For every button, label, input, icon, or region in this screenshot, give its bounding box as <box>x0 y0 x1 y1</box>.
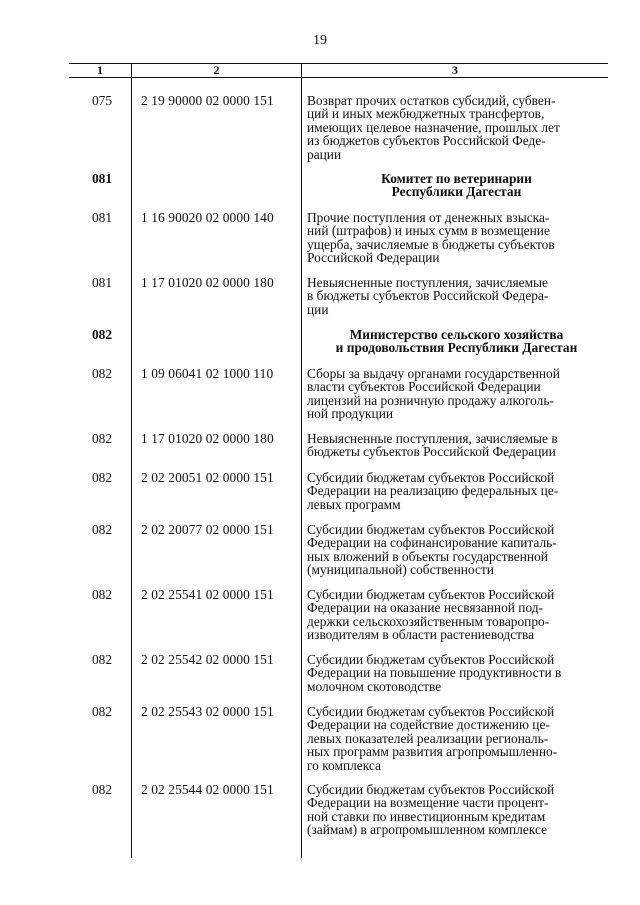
admin-code: 081 <box>91 210 113 225</box>
table-row <box>69 432 608 459</box>
classification-code: 1 17 01020 02 0000 180 <box>141 275 274 290</box>
admin-code: 082 <box>91 587 113 602</box>
classification-code <box>131 328 301 355</box>
classification-code: 2 19 90000 02 0000 151 <box>141 93 274 108</box>
admin-code: 081 <box>91 275 113 290</box>
table-row <box>69 588 608 642</box>
row-description: Субсидии бюджетам субъектов Российской Федерации на возмещение части процент- ной ставки по инвестиционным кредитам (займам) в агропромышленном комплексе <box>307 782 555 838</box>
row-description: Субсидии бюджетам субъектов Российской Федерации на содействие достижению це- левых показателей реализации региональ- ных программ развития агропромышленно- го комплекса <box>307 704 558 773</box>
row-description: Невыясненные поступления, зачисляемые в бюджеты субъектов Российской Федерации <box>307 431 558 460</box>
table-row <box>69 471 608 511</box>
row-description: Прочие поступления от денежных взыска- ний (штрафов) и иных сумм в возмещение ущерба, зачисляемые в бюджеты субъектов Российской Федерации <box>307 210 555 266</box>
admin-code: 082 <box>91 366 113 381</box>
row-description: Субсидии бюджетам субъектов Российской Федерации на софинансирование капиталь- ных вложений в объекты государственной (муниципальной) собственности <box>307 522 557 578</box>
table-row <box>69 653 608 693</box>
classification-code: 1 09 06041 02 1000 110 <box>141 366 274 381</box>
classification-code: 2 02 25542 02 0000 151 <box>141 652 274 667</box>
row-description: Субсидии бюджетам субъектов Российской Федерации на оказание несвязанной под- держки сельскохозяйственным товаропро- изводителям в области растениеводства <box>307 587 555 643</box>
table-row <box>69 367 608 421</box>
admin-code: 081 <box>91 171 113 186</box>
budget-code-table <box>69 63 608 858</box>
classification-code: 1 17 01020 02 0000 180 <box>141 431 274 446</box>
row-description: Сборы за выдачу органами государственной власти субъектов Российской Федерации лицензий на розничную продажу алкоголь- ной продукции <box>307 366 560 422</box>
table-row <box>69 94 608 161</box>
table-row <box>69 705 608 772</box>
admin-code: 082 <box>91 704 113 719</box>
table-row <box>69 276 608 316</box>
row-description: Субсидии бюджетам субъектов Российской Федерации на реализацию федеральных це- левых программ <box>307 470 559 512</box>
table-row <box>69 783 608 837</box>
classification-code: 1 16 90020 02 0000 140 <box>141 210 274 225</box>
row-description: Невыясненные поступления, зачисляемые в бюджеты субъектов Российской Федера- ции <box>307 275 549 317</box>
section-heading-row <box>69 328 608 355</box>
page-number: 19 <box>313 33 327 48</box>
classification-code <box>131 172 301 199</box>
table-row <box>69 523 608 577</box>
table-body <box>69 78 608 858</box>
row-description: Субсидии бюджетам субъектов Российской Федерации на повышение продуктивности в молочном скотоводстве <box>307 652 562 694</box>
classification-code: 2 02 25543 02 0000 151 <box>141 704 274 719</box>
column-header-3: 3 <box>301 64 608 77</box>
section-heading-row <box>69 172 608 199</box>
admin-code: 082 <box>91 470 113 485</box>
admin-code: 075 <box>91 93 113 108</box>
classification-code: 2 02 25544 02 0000 151 <box>141 782 274 797</box>
table-row <box>69 211 608 265</box>
row-description: Возврат прочих остатков субсидий, субвен- ций и иных межбюджетных трансфертов, имеющих целевое назначение, прошлых лет из бюджетов субъектов Российской Феде- рации <box>307 93 560 162</box>
section-title: Комитет по ветеринарии Республики Дагестан <box>381 171 532 200</box>
column-header-2: 2 <box>131 64 301 77</box>
table-header-row <box>69 63 608 78</box>
classification-code: 2 02 20051 02 0000 151 <box>141 470 274 485</box>
section-title: Министерство сельского хозяйства и продовольствия Республики Дагестан <box>335 327 578 356</box>
column-header-1: 1 <box>97 63 103 77</box>
classification-code: 2 02 20077 02 0000 151 <box>141 522 274 537</box>
admin-code: 082 <box>91 327 113 342</box>
admin-code: 082 <box>91 431 113 446</box>
admin-code: 082 <box>91 522 113 537</box>
admin-code: 082 <box>91 652 113 667</box>
admin-code: 082 <box>91 782 113 797</box>
classification-code: 2 02 25541 02 0000 151 <box>141 587 274 602</box>
